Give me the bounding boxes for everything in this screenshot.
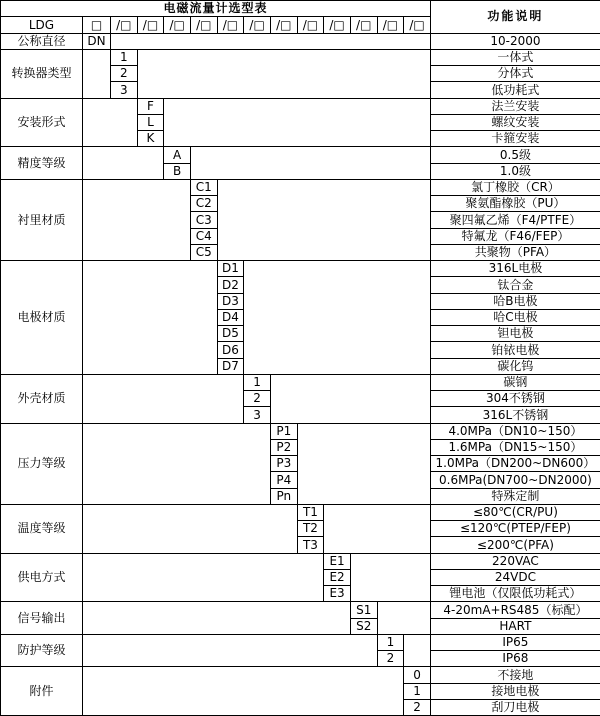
desc-cell: ≤200℃(PFA) [430,537,600,553]
spacer-right [270,374,430,423]
code-cell: A [164,147,191,163]
desc-cell: 钽电极 [430,326,600,342]
model-code-slash-box: /□ [137,17,164,33]
desc-cell: 24VDC [430,569,600,585]
desc-cell: 1.0MPa（DN200~DN600） [430,456,600,472]
code-cell: P3 [270,456,297,472]
spacer-right [137,49,430,98]
code-cell: D3 [217,293,244,309]
model-code-slash-box: /□ [244,17,271,33]
spacer-right [164,98,431,147]
spacer-left [83,49,111,98]
desc-cell: 10-2000 [430,33,600,49]
spacer-right [324,504,431,553]
desc-cell: 法兰安装 [430,98,600,114]
desc-cell: 聚氨酯橡胶（PU） [430,196,600,212]
model-code-slash-box: /□ [377,17,404,33]
desc-cell: ≤120℃(PTEP/FEP) [430,521,600,537]
code-cell: D6 [217,342,244,358]
desc-cell: 哈C电极 [430,309,600,325]
code-cell: S1 [350,602,377,618]
code-cell: S2 [350,618,377,634]
code-cell: T3 [297,537,324,553]
desc-cell: IP65 [430,634,600,650]
desc-cell: 特殊定制 [430,488,600,504]
desc-cell: 一体式 [430,49,600,65]
spacer-right [190,147,430,180]
model-code-slash-box: /□ [217,17,244,33]
desc-cell: 1.6MPa（DN15~150） [430,439,600,455]
category-label: 防护等级 [1,634,83,667]
desc-cell: 碳化钨 [430,358,600,374]
spacer-left [83,98,138,147]
category-label: 精度等级 [1,147,83,180]
desc-cell: 4-20mA+RS485（标配） [430,602,600,618]
code-cell: D1 [217,261,244,277]
desc-cell: 低功耗式 [430,82,600,98]
model-prefix-label: LDG [1,17,83,33]
model-code-slash-box: /□ [297,17,324,33]
desc-cell: 220VAC [430,553,600,569]
code-cell: 2 [111,66,138,82]
spacer-left [83,147,164,180]
code-cell: C4 [190,228,217,244]
desc-cell: 4.0MPa（DN10~150） [430,423,600,439]
category-label: 公称直径 [1,33,83,49]
code-cell: T1 [297,504,324,520]
desc-cell: 螺纹安装 [430,114,600,130]
code-cell: 2 [404,699,431,715]
category-label: 外壳材质 [1,374,83,423]
code-cell: P4 [270,472,297,488]
spacer-right [350,553,430,602]
desc-cell: ≤80℃(CR/PU) [430,504,600,520]
code-cell: E2 [324,569,351,585]
spacer-left [83,667,404,716]
desc-cell: 分体式 [430,66,600,82]
desc-cell: 不接地 [430,667,600,683]
category-label: 安装形式 [1,98,83,147]
code-cell: 1 [404,683,431,699]
function-column-header: 功能说明 [430,1,600,34]
spacer-left [83,553,324,602]
code-cell: D5 [217,326,244,342]
code-cell: C3 [190,212,217,228]
code-cell: D2 [217,277,244,293]
spacer-right [217,179,430,260]
desc-cell: 0.5级 [430,147,600,163]
model-code-slash-box: /□ [350,17,377,33]
model-code-box: □ [83,17,111,33]
model-code-slash-box: /□ [111,17,138,33]
model-code-slash-box: /□ [164,17,191,33]
code-cell: 2 [244,391,271,407]
desc-cell: 钛合金 [430,277,600,293]
desc-cell: 铂铱电极 [430,342,600,358]
spacer-left [83,179,191,260]
table-title: 电磁流量计选型表 [1,1,431,17]
code-cell: 0 [404,667,431,683]
spacer-left [83,634,378,667]
spacer-left [83,504,298,553]
desc-cell: 刮刀电极 [430,699,600,715]
desc-cell: 哈B电极 [430,293,600,309]
code-cell: P1 [270,423,297,439]
code-cell: C1 [190,179,217,195]
code-cell: 1 [244,374,271,390]
code-cell: C2 [190,196,217,212]
desc-cell: HART [430,618,600,634]
category-label: 附件 [1,667,83,716]
spacer-right [297,423,430,504]
spacer-left [83,423,271,504]
spacer-right [404,634,431,667]
code-cell: 2 [377,651,404,667]
desc-cell: 卡箍安装 [430,131,600,147]
desc-cell: 316L不锈钢 [430,407,600,423]
code-cell: P2 [270,439,297,455]
code-cell: 1 [377,634,404,650]
desc-cell: 碳钢 [430,374,600,390]
spacer-right [244,261,431,375]
code-cell: D7 [217,358,244,374]
model-code-slash-box: /□ [190,17,217,33]
desc-cell: IP68 [430,651,600,667]
desc-cell: 聚四氟乙烯（F4/PTFE） [430,212,600,228]
code-cell: Pn [270,488,297,504]
code-cell: 3 [111,82,138,98]
model-code-slash-box: /□ [324,17,351,33]
code-cell: L [137,114,164,130]
spacer-left [83,602,351,635]
model-code-slash-box: /□ [404,17,431,33]
category-label: 供电方式 [1,553,83,602]
desc-cell: 0.6MPa(DN700~DN2000) [430,472,600,488]
category-label: 衬里材质 [1,179,83,260]
model-code-slash-box: /□ [270,17,297,33]
code-cell: E3 [324,586,351,602]
desc-cell: 316L电极 [430,261,600,277]
code-cell: D4 [217,309,244,325]
spacer-left [83,374,244,423]
desc-cell: 氯丁橡胶（CR） [430,179,600,195]
code-cell: 1 [111,49,138,65]
code-cell: E1 [324,553,351,569]
desc-cell: 接地电极 [430,683,600,699]
spacer-right [111,33,431,49]
desc-cell: 共聚物（PFA） [430,244,600,260]
code-cell: B [164,163,191,179]
category-label: 信号输出 [1,602,83,635]
code-cell: DN [83,33,111,49]
category-label: 温度等级 [1,504,83,553]
code-cell: T2 [297,521,324,537]
spacer-left [83,261,218,375]
desc-cell: 特氟龙（F46/FEP） [430,228,600,244]
spacer-right [377,602,430,635]
code-cell: K [137,131,164,147]
category-label: 电极材质 [1,261,83,375]
category-label: 压力等级 [1,423,83,504]
desc-cell: 1.0级 [430,163,600,179]
desc-cell: 304不锈钢 [430,391,600,407]
code-cell: F [137,98,164,114]
category-label: 转换器类型 [1,49,83,98]
code-cell: 3 [244,407,271,423]
code-cell: C5 [190,244,217,260]
desc-cell: 锂电池（仅限低功耗式） [430,586,600,602]
